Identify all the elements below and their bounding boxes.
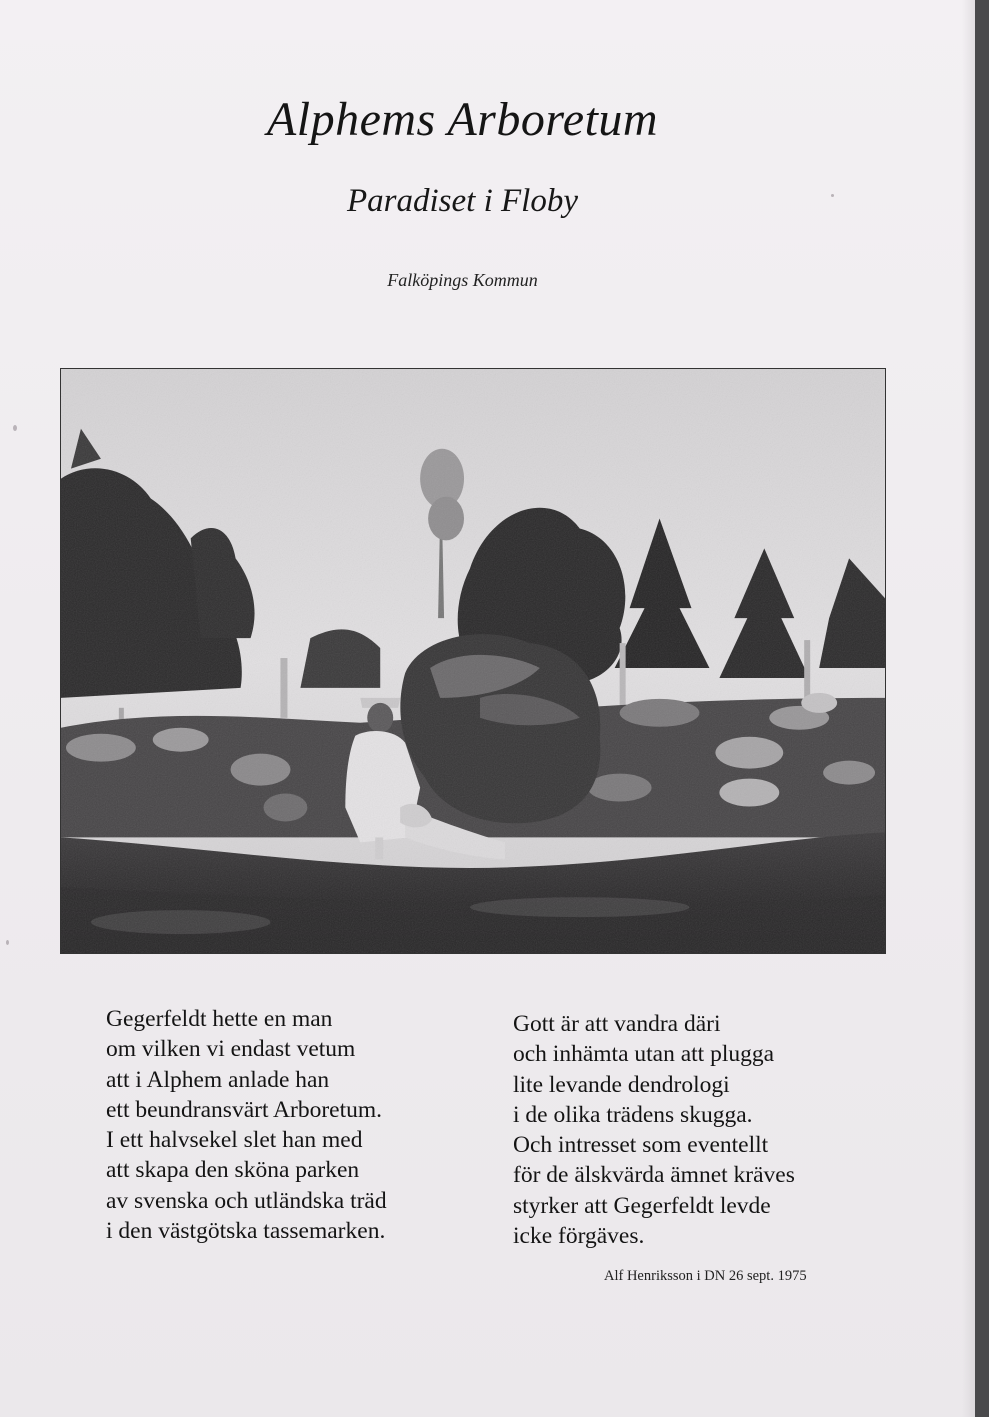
paper-speck — [13, 425, 17, 431]
page-edge-shadow — [962, 0, 975, 1417]
poem-line: lite levande dendrologi — [513, 1071, 730, 1098]
poem-line: styrker att Gegerfeldt levde — [513, 1192, 771, 1219]
poem-line: i den västgötska tassemarken. — [106, 1218, 386, 1245]
poem-line: att i Alphem anlade han — [106, 1066, 330, 1093]
poem-line: Gegerfeldt hette en man — [106, 1006, 333, 1032]
poem-attribution: Alf Henriksson i DN 26 sept. 1975 — [604, 1268, 807, 1284]
garden-photo — [60, 368, 886, 954]
poem-line: Gott är att vandra däri — [513, 1011, 721, 1037]
poem-stanza-right — [513, 1009, 795, 1251]
poem-line: icke förgäves. — [513, 1223, 645, 1250]
document-title: Alphems Arboretum — [266, 93, 659, 146]
paper-speck — [6, 940, 9, 945]
poem-line: I ett halvsekel slet han med — [106, 1127, 363, 1154]
document-subtitle: Paradiset i Floby — [347, 183, 578, 219]
poem-line: Och intresset som eventellt — [513, 1132, 769, 1159]
poem-line: i de olika trädens skugga. — [513, 1101, 753, 1128]
poem-line: och inhämta utan att plugga — [513, 1041, 775, 1068]
publisher-name: Falköpings Kommun — [387, 270, 538, 290]
paper-speck — [831, 194, 834, 197]
poem-line: för de älskvärda ämnet kräves — [513, 1162, 795, 1189]
poem-line: om vilken vi endast vetum — [106, 1036, 356, 1063]
poem-stanza-left — [106, 1004, 387, 1246]
garden-photo-icon — [61, 369, 885, 953]
poem-line: att skapa den sköna parken — [106, 1157, 360, 1184]
poem-line: ett beundransvärt Arboretum. — [106, 1096, 383, 1123]
poem-line: av svenska och utländska träd — [106, 1187, 387, 1214]
